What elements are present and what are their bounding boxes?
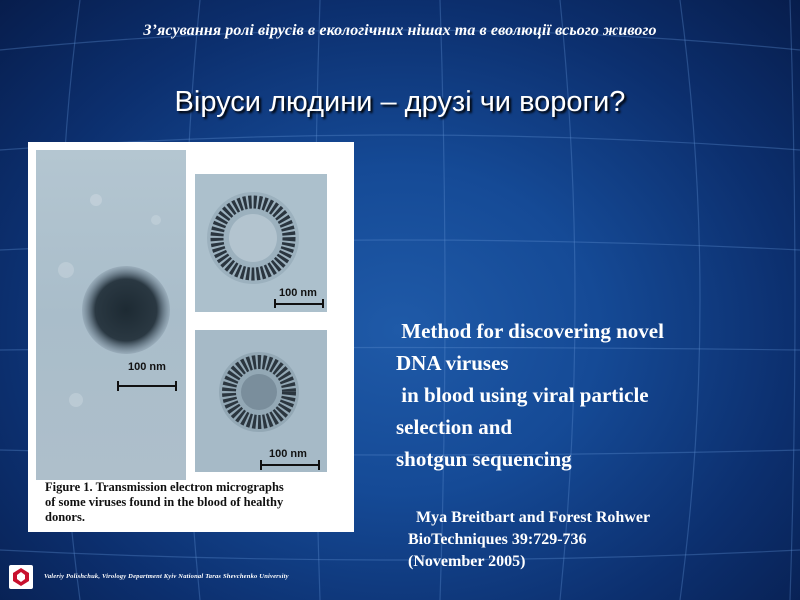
citation-authors: Mya Breitbart and Forest Rohwer	[408, 509, 651, 526]
method-line: in blood using viral particle	[396, 383, 649, 407]
university-logo	[9, 565, 33, 589]
micrograph-panel-bottom-right	[195, 330, 327, 472]
caption-line: Figure 1. Transmission electron micrographs	[45, 480, 284, 494]
slide-title: Віруси людини – друзі чи вороги?	[174, 86, 626, 118]
scale-label-bottom-right: 100 nm	[269, 448, 307, 460]
caption-line: of some viruses found in the blood of healthy	[45, 495, 284, 509]
method-line: selection and	[396, 415, 513, 439]
method-line: Method for discovering novel	[396, 319, 664, 343]
method-line: DNA viruses	[396, 351, 509, 375]
scale-label-left: 100 nm	[128, 361, 166, 373]
virus-particle-ring-bottom	[195, 330, 327, 472]
citation	[408, 507, 788, 573]
micrograph-figure	[28, 142, 354, 532]
micrograph-panel-left	[36, 150, 186, 480]
citation-journal: BioTechniques 39:729-736	[408, 531, 587, 548]
citation-date: (November 2005)	[408, 553, 526, 570]
figure-caption	[45, 480, 350, 525]
header-title: З’ясування ролі вірусів в екологічних нішах та в еволюції всього живого	[143, 22, 657, 39]
footer-credit: Valeriy Polishchuk, Virology Department Kyiv National Taras Shevchenko University	[44, 573, 289, 580]
method-title	[396, 315, 786, 475]
micrograph-panel-top-right	[195, 174, 327, 312]
scale-label-top-right: 100 nm	[279, 287, 317, 299]
caption-line: donors.	[45, 510, 85, 524]
virus-particle-solid	[36, 150, 186, 480]
method-line: shotgun sequencing	[396, 447, 572, 471]
